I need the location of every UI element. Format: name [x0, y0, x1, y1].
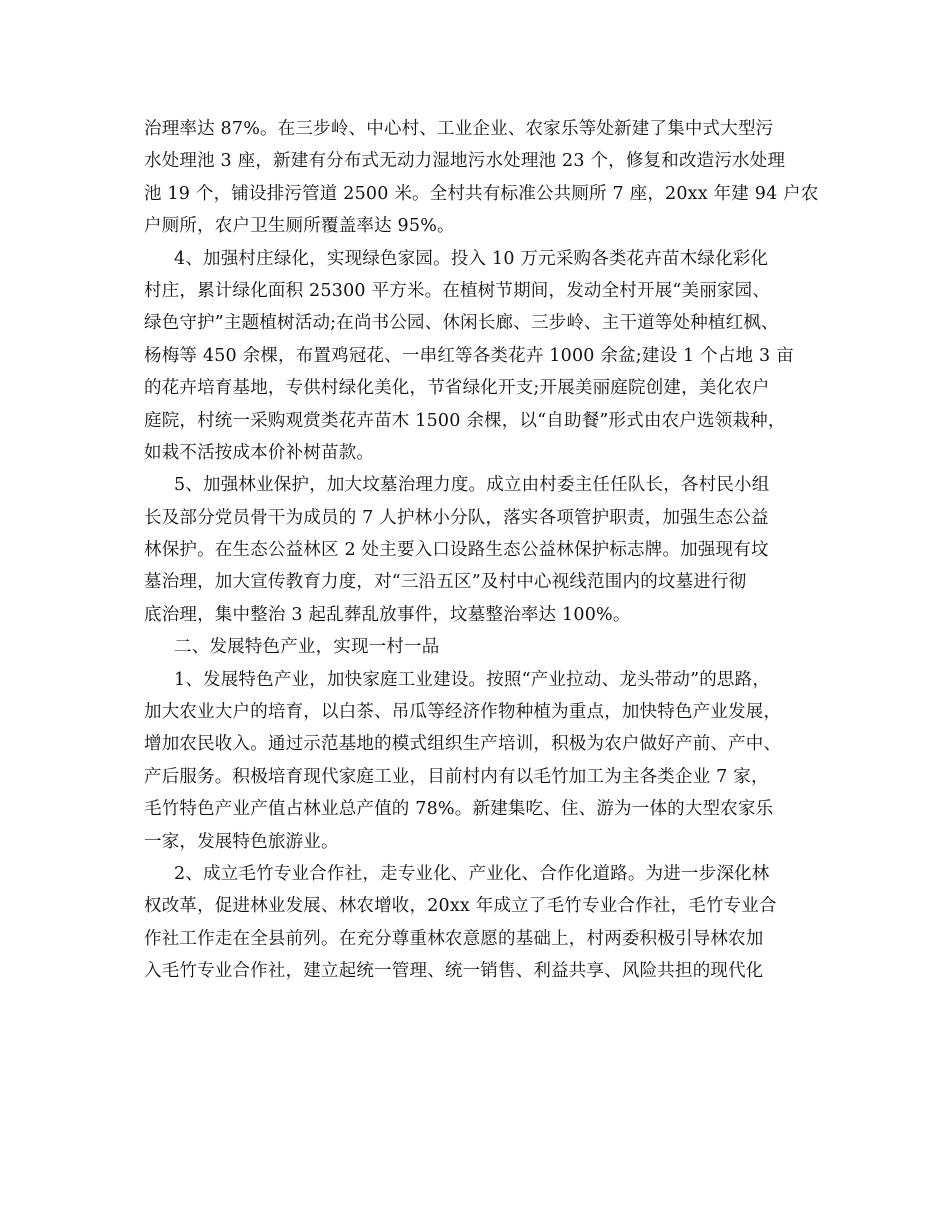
document-body [144, 113, 819, 988]
text-line: 产后服务。积极培育现代家庭工业，目前村内有以毛竹加工为主各类企业 7 家， [144, 766, 769, 787]
text-line: 墓治理，加大宣传教育力度，对“三沿五区”及村中心视线范围内的坟墓进行彻 [144, 572, 747, 593]
text-line: 一家，发展特色旅游业。 [144, 831, 339, 852]
text-line: 庭院，村统一采购观赏类花卉苗木 1500 余棵，以“自助餐”形式由农户选领栽种， [144, 410, 786, 431]
text-line: 5、加强林业保护，加大坟墓治理力度。成立由村委主任任队长，各村民小组 [174, 475, 770, 496]
text-line: 二、发展特色产业，实现一村一品 [174, 637, 440, 658]
text-line: 毛竹特色产业产值占林业总产值的 78%。新建集吃、住、游为一体的大型农家乐 [144, 799, 774, 820]
text-line: 权改革，促进林业发展、林农增收，20xx 年成立了毛竹专业合作社，毛竹专业合 [144, 896, 777, 917]
text-line: 绿色守护”主题植树活动;在尚书公园、休闲长廊、三步岭、主干道等处种植红枫、 [144, 313, 779, 334]
text-line: 治理率达 87%。在三步岭、中心村、工业企业、农家乐等处新建了集中式大型污 [144, 119, 774, 139]
text-line: 长及部分党员骨干为成员的 7 人护林小分队，落实各项管护职责，加强生态公益 [144, 507, 769, 528]
text-line: 入毛竹专业合作社，建立起统一管理、统一销售、利益共享、风险共担的现代化 [144, 961, 764, 982]
text-line: 杨梅等 450 余棵，布置鸡冠花、一串红等各类花卉 1000 余盆;建设 1 个占地 3 亩 [144, 345, 794, 366]
text-line: 村庄，累计绿化面积 25300 平方米。在植树节期间，发动全村开展“美丽家园、 [144, 280, 771, 301]
text-line: 加大农业大户的培育，以白茶、吊瓜等经济作物种植为重点，加快特色产业发展， [144, 702, 782, 723]
text-line: 增加农民收入。通过示范基地的模式组织生产培训，积极为农户做好产前、产中、 [144, 734, 782, 755]
text-line: 池 19 个，铺设排污管道 2500 米。全村共有标准公共厕所 7 座，20xx 年建 94 户农 [144, 183, 819, 204]
text-line: 林保护。在生态公益林区 2 处主要入口设路生态公益林保护标志牌。加强现有坟 [144, 540, 769, 561]
text-line: 户厕所，农户卫生厕所覆盖率达 95%。 [144, 216, 455, 237]
text-line: 底治理，集中整治 3 起乱葬乱放事件，坟墓整治率达 100%。 [144, 604, 631, 625]
text-line: 1、发展特色产业，加快家庭工业建设。按照“产业拉动、龙头带动”的思路， [174, 669, 771, 690]
text-line: 如栽不活按成本价补树苗款。 [144, 442, 375, 463]
text-line: 作社工作走在全县前列。在充分尊重林农意愿的基础上，村两委积极引导林农加 [144, 928, 764, 949]
text-line: 2、成立毛竹专业合作社，走专业化、产业化、合作化道路。为进一步深化林 [174, 863, 770, 884]
text-line: 水处理池 3 座，新建有分布式无动力湿地污水处理池 23 个，修复和改造污水处理 [144, 151, 786, 172]
text-line: 4、加强村庄绿化，实现绿色家园。投入 10 万元采购各类花卉苗木绿化彩化 [174, 248, 769, 269]
text-line: 的花卉培育基地，专供村绿化美化，节省绿化开支;开展美丽庭院创建，美化农户 [144, 378, 770, 399]
